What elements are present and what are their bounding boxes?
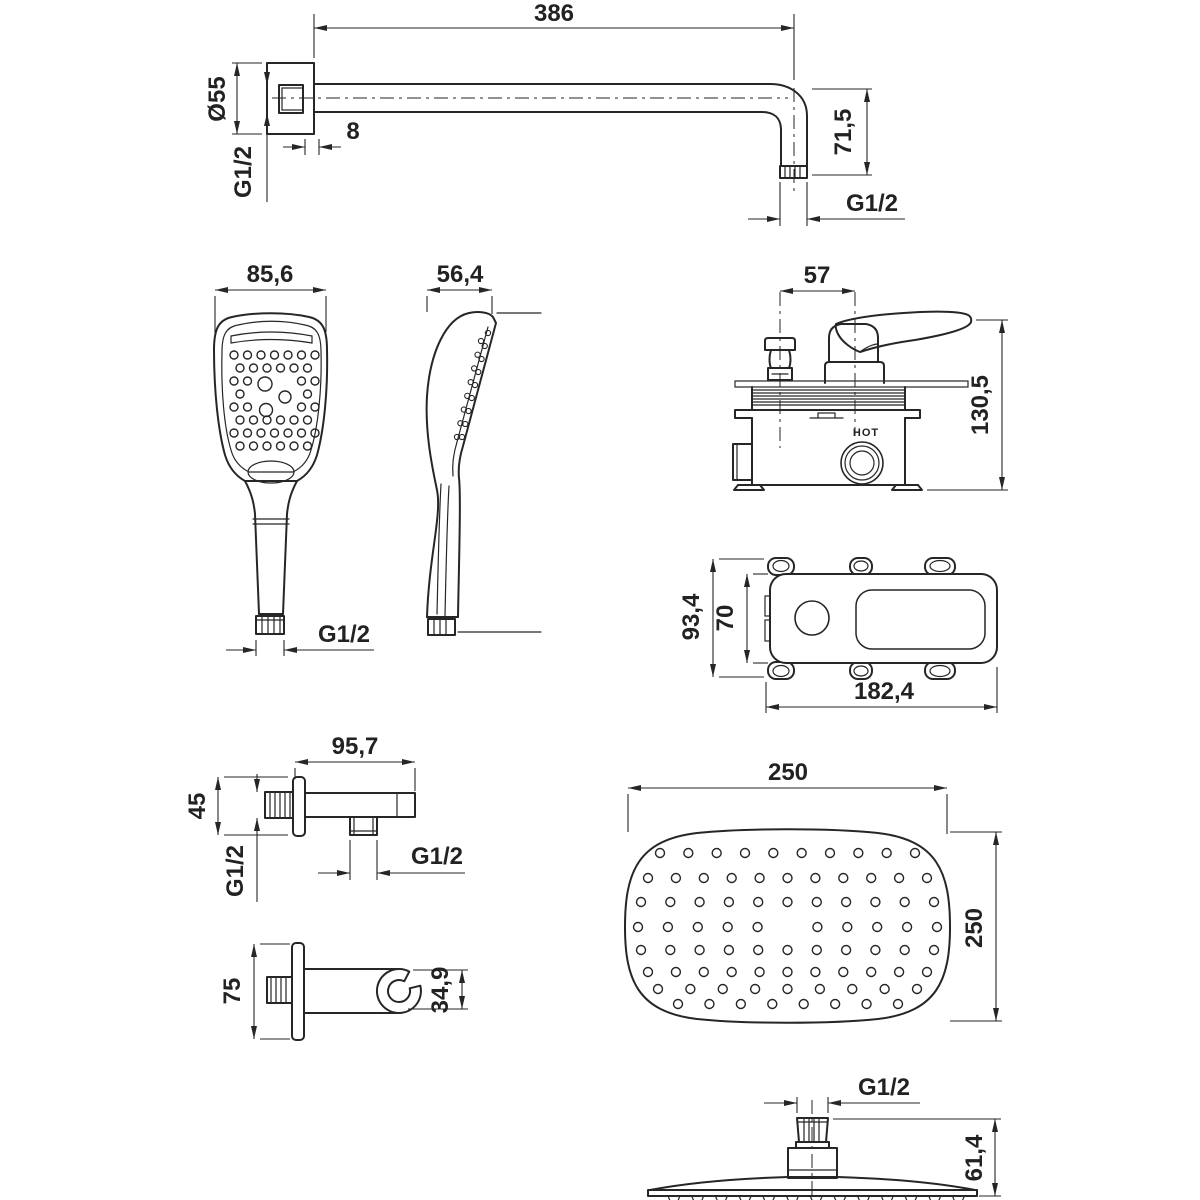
hand-shower-front-view [214, 261, 374, 656]
dim-arm-outlet-thread: G1/2 [845, 190, 899, 217]
hand-shower-nozzles [230, 351, 319, 450]
dim-arm-wall-thread: G1/2 [230, 145, 257, 199]
dim-plate-diameter: Ø55 [204, 76, 231, 122]
dim-head-width: 250 [767, 759, 809, 786]
dim-arm-length: 386 [533, 0, 575, 27]
dim-arm-drop: 71,5 [830, 108, 857, 156]
shower-holder-view [219, 943, 468, 1040]
head-shower-side-view [648, 1074, 1001, 1200]
label-hot-port: HOT [852, 427, 880, 439]
dim-hand-head-depth: 56,4 [436, 261, 484, 288]
mixer-body-view [678, 558, 997, 713]
dim-head-depth: 250 [961, 907, 988, 949]
dim-elbow-length: 95,7 [331, 733, 379, 760]
dim-elbow-outlet-thread: G1/2 [410, 843, 464, 870]
dim-body-overall-depth: 93,4 [678, 593, 705, 641]
dim-head-inlet-thread: G1/2 [857, 1074, 911, 1101]
dim-elbow-flange-height: 45 [184, 792, 211, 820]
dim-hand-head-width: 85,6 [246, 261, 294, 288]
dim-body-width: 182,4 [853, 678, 915, 705]
head-shower-nozzles [634, 849, 942, 1009]
dim-body-depth: 70 [712, 604, 739, 632]
shower-arm-view [204, 0, 905, 226]
wall-elbow-view [184, 733, 465, 902]
head-shower-top-view [625, 759, 1002, 1023]
hand-shower-side-nozzles [454, 330, 490, 439]
dim-holder-cradle-width: 34,9 [427, 966, 454, 1014]
dim-holder-flange-height: 75 [219, 977, 246, 1005]
dim-head-height: 61,4 [961, 1134, 988, 1182]
dim-mixer-height: 130,5 [967, 374, 994, 436]
dim-mixer-center-distance: 57 [803, 262, 831, 289]
hand-shower-side-view [427, 261, 541, 635]
dim-hand-inlet-thread: G1/2 [317, 621, 371, 648]
dim-plate-thickness: 8 [346, 118, 360, 145]
concealed-mixer-view [733, 262, 1008, 490]
dim-elbow-inlet-thread: G1/2 [222, 844, 249, 898]
